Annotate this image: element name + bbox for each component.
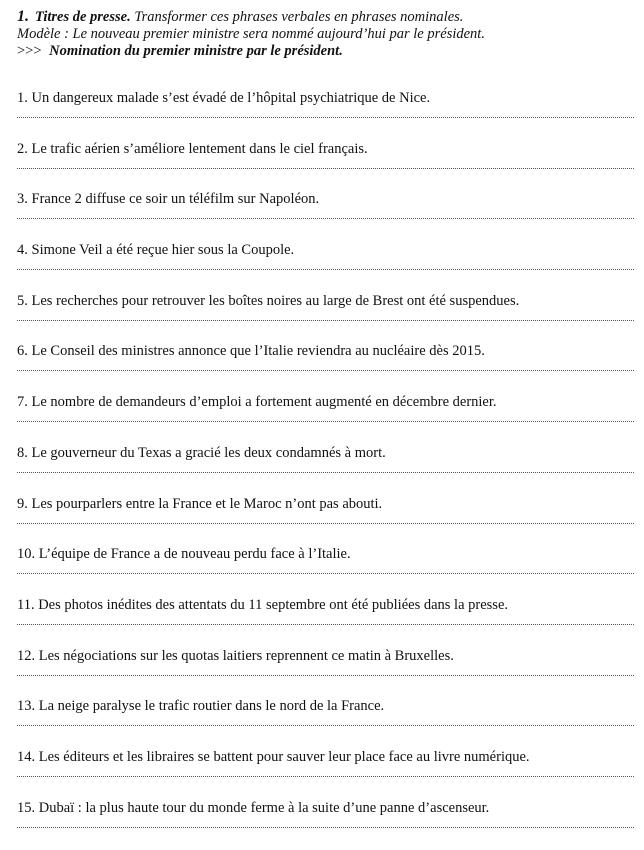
answer-line	[17, 168, 634, 169]
answer-line	[17, 218, 634, 219]
exercise-item	[17, 800, 637, 850]
exercise-instruction: Transformer ces phrases verbales en phrases nominales.	[134, 9, 464, 25]
answer-line	[17, 472, 634, 473]
exercise-item	[17, 445, 637, 496]
answer-line	[17, 675, 634, 676]
item-sentence: 11. Des photos inédites des attentats du 11 septembre ont été publiées dans la presse.	[17, 596, 509, 613]
item-sentence: 3. France 2 diffuse ce soir un téléfilm sur Napoléon.	[17, 191, 320, 208]
item-sentence: 5. Les recherches pour retrouver les boîtes noires au large de Brest ont été suspendues.	[17, 292, 520, 309]
exercise-item	[17, 191, 637, 242]
answer-prefix: >>>	[17, 43, 42, 59]
exercise-item	[17, 90, 637, 141]
answer-line	[17, 827, 634, 828]
exercise-item	[17, 546, 637, 597]
exercise-items	[17, 90, 637, 850]
exercise-item	[17, 394, 637, 445]
model-answer: Nomination du premier ministre par le président.	[49, 43, 343, 59]
answer-line	[17, 776, 634, 777]
item-sentence: 4. Simone Veil a été reçue hier sous la Coupole.	[17, 242, 295, 259]
exercise-item	[17, 749, 637, 800]
answer-line	[17, 573, 634, 574]
answer-line	[17, 421, 634, 422]
item-sentence: 7. Le nombre de demandeurs d’emploi a fortement augmenté en décembre dernier.	[17, 394, 497, 411]
answer-line	[17, 117, 634, 118]
exercise-heading	[17, 8, 637, 26]
exercise-title: Titres de presse.	[35, 9, 131, 25]
item-sentence: 14. Les éditeurs et les libraires se battent pour sauver leur place face au livre numérique.	[17, 748, 530, 765]
exercise-number: 1.	[17, 8, 29, 25]
exercise-item	[17, 242, 637, 293]
item-sentence: 15. Dubaï : la plus haute tour du monde ferme à la suite d’une panne d’ascenseur.	[17, 799, 490, 816]
exercise-model-answer	[17, 43, 637, 60]
answer-line	[17, 269, 634, 270]
exercise-model: Modèle : Le nouveau premier ministre sera nommé aujourd’hui par le président.	[17, 26, 485, 42]
item-sentence: 10. L’équipe de France a de nouveau perdu face à l’Italie.	[17, 546, 351, 563]
answer-line	[17, 320, 634, 321]
exercise-item	[17, 496, 637, 547]
item-sentence: 13. La neige paralyse le trafic routier dans le nord de la France.	[17, 698, 385, 715]
exercise-header	[17, 8, 637, 60]
exercise-item	[17, 597, 637, 648]
answer-line	[17, 370, 634, 371]
answer-line	[17, 523, 634, 524]
exercise-item	[17, 343, 637, 394]
answer-line	[17, 725, 634, 726]
item-sentence: 9. Les pourparlers entre la France et le Maroc n’ont pas abouti.	[17, 495, 383, 512]
item-sentence: 2. Le trafic aérien s’améliore lentement dans le ciel français.	[17, 140, 368, 157]
exercise-item	[17, 293, 637, 344]
exercise-item	[17, 648, 637, 699]
item-sentence: 8. Le gouverneur du Texas a gracié les deux condamnés à mort.	[17, 444, 386, 461]
answer-line	[17, 624, 634, 625]
item-sentence: 6. Le Conseil des ministres annonce que l’Italie reviendra au nucléaire dès 2015.	[17, 343, 485, 360]
item-sentence: 12. Les négociations sur les quotas laitiers reprennent ce matin à Bruxelles.	[17, 647, 454, 664]
exercise-item	[17, 141, 637, 192]
item-sentence: 1. Un dangereux malade s’est évadé de l’hôpital psychiatrique de Nice.	[17, 90, 431, 106]
exercise-item	[17, 698, 637, 749]
